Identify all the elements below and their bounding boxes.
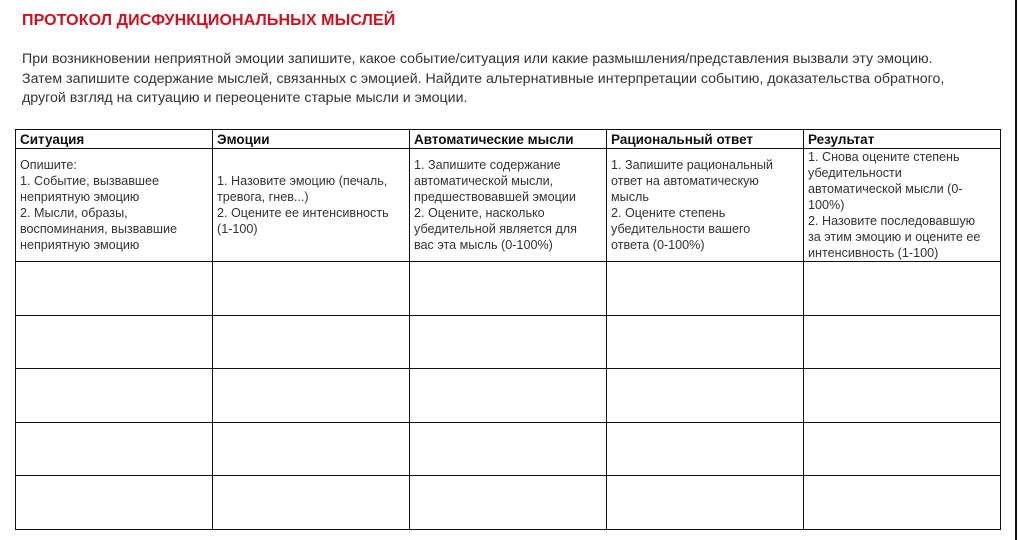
header-result: Результат xyxy=(804,130,1001,149)
empty-cell[interactable] xyxy=(607,476,804,530)
empty-cell[interactable] xyxy=(607,262,804,316)
empty-cell[interactable] xyxy=(804,476,1001,530)
empty-cell[interactable] xyxy=(16,476,213,530)
instructions-paragraph: При возникновении неприятной эмоции запишите, какое событие/ситуация или какие размышления/представления вызвали эту эмоцию. Затем запишите содержание мыслей, связанных с эмоцией. Найдите альтернативные интерпретации событию, доказательства обратного, другой взгляд на ситуацию и переоцените старые мысли и эмоции. xyxy=(22,51,945,106)
empty-cell[interactable] xyxy=(410,315,607,369)
instruction-situation: Опишите: 1. Событие, вызвавшее неприятную эмоцию 2. Мысли, образы, воспоминания, вызвавшие неприятную эмоцию xyxy=(16,149,213,262)
empty-cell[interactable] xyxy=(16,262,213,316)
empty-cell[interactable] xyxy=(410,262,607,316)
table-row xyxy=(16,422,1001,476)
empty-cell[interactable] xyxy=(804,422,1001,476)
empty-cell[interactable] xyxy=(804,315,1001,369)
instruction-row xyxy=(16,149,1001,262)
header-row xyxy=(16,130,1001,149)
page-edge-divider xyxy=(1015,0,1017,540)
empty-cell[interactable] xyxy=(16,315,213,369)
empty-cell[interactable] xyxy=(607,422,804,476)
header-rational-response: Рациональный ответ xyxy=(607,130,804,149)
empty-cell[interactable] xyxy=(16,422,213,476)
table-row xyxy=(16,262,1001,316)
empty-cell[interactable] xyxy=(804,262,1001,316)
thought-record-table xyxy=(15,129,1001,530)
instruction-emotions: 1. Назовите эмоцию (печаль, тревога, гнев...) 2. Оцените ее интенсивность (1-100) xyxy=(213,149,410,262)
empty-cell[interactable] xyxy=(410,476,607,530)
empty-cell[interactable] xyxy=(213,262,410,316)
instruction-rational-response: 1. Запишите рациональный ответ на автоматическую мысль 2. Оцените степень убедительности вашего ответа (0-100%) xyxy=(607,149,804,262)
empty-cell[interactable] xyxy=(410,369,607,423)
empty-cell[interactable] xyxy=(410,422,607,476)
page-title: ПРОТОКОЛ ДИСФУНКЦИОНАЛЬНЫХ МЫСЛЕЙ xyxy=(22,12,396,29)
empty-cell[interactable] xyxy=(213,422,410,476)
table-row xyxy=(16,369,1001,423)
header-emotions: Эмоции xyxy=(213,130,410,149)
empty-cell[interactable] xyxy=(213,369,410,423)
instruction-automatic-thoughts: 1. Запишите содержание автоматической мысли, предшествовавшей эмоции 2. Оцените, насколько убедительной является для вас эта мысль (0-100%) xyxy=(410,149,607,262)
empty-cell[interactable] xyxy=(804,369,1001,423)
header-situation: Ситуация xyxy=(16,130,213,149)
table-row xyxy=(16,476,1001,530)
table-row xyxy=(16,315,1001,369)
header-automatic-thoughts: Автоматические мысли xyxy=(410,130,607,149)
empty-cell[interactable] xyxy=(607,315,804,369)
empty-cell[interactable] xyxy=(213,315,410,369)
empty-cell[interactable] xyxy=(607,369,804,423)
instruction-result: 1. Снова оцените степень убедительности автоматической мысли (0- 100%) 2. Назовите последовавшую за этим эмоцию и оцените ее интенсивность (1-100) xyxy=(804,149,1001,262)
empty-cell[interactable] xyxy=(213,476,410,530)
empty-cell[interactable] xyxy=(16,369,213,423)
